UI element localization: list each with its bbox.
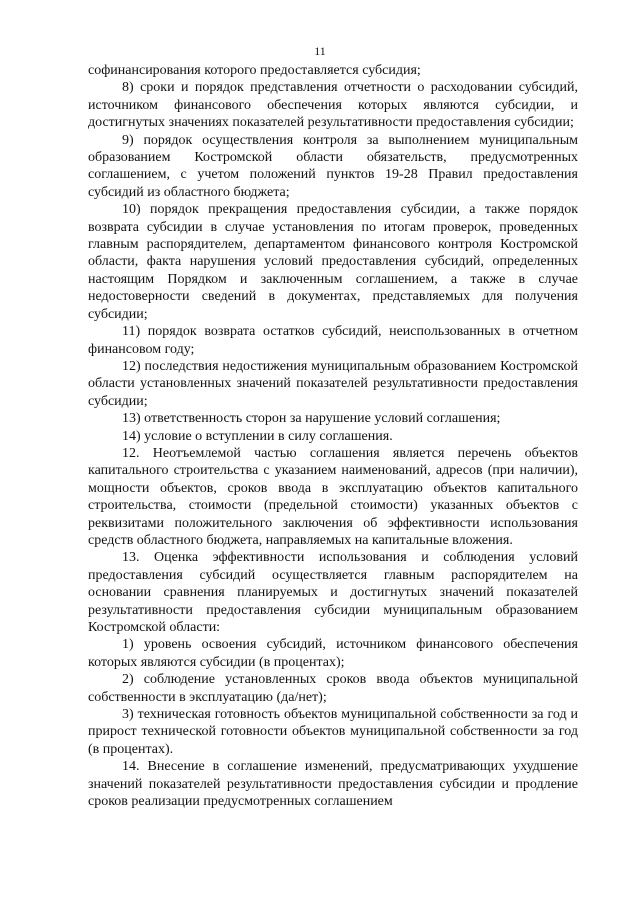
list-item: 11) порядок возврата остатков субсидий, неиспользованных в отчетном финансовом году; [88,324,578,357]
list-item: 10) порядок прекращения предоставления субсидии, а также порядок возврата субсидии в случае установления по итогам проверок, проведенных главным распорядителем, департаментом финансового контроля Костромской области, факта нарушения условий предоставления субсидий, определенных настоящим Порядком и заключенным соглашением, а также в случае недостоверности сведений в документах, представляемых для получения субсидии; [88,202,578,322]
list-item: 2) соблюдение установленных сроков ввода объектов муниципальной собственности в эксплуатацию (да/нет); [88,672,578,705]
paragraph: 12. Неотъемлемой частью соглашения является перечень объектов капитального строительства с указанием наименований, адресов (при наличии), мощности объектов, сроков ввода в эксплуатацию объектов капитального строительства, стоимости (предельной стоимости) указанных объектов с реквизитами положительного заключения об эффективности использования средств областного бюджета, направляемых на капитальные вложения. [88,445,578,548]
list-item: 1) уровень освоения субсидий, источником финансового обеспечения которых являются субсидии (в процентах); [88,637,578,670]
list-item: 3) техническая готовность объектов муниципальной собственности за год и прирост технической готовности объектов муниципальной собственности за год (в процентах). [88,707,578,757]
list-item: 12) последствия недостижения муниципальным образованием Костромской области установленных значений показателей результативности предоставления субсидии; [88,358,578,409]
paragraph: софинансирования которого предоставляется субсидия; [88,63,421,78]
list-item: 8) сроки и порядок представления отчетности о расходовании субсидий, источником финансового обеспечения которых являются субсидии, и достигнутых значениях показателей результативности предоставления субсидии; [88,80,578,131]
document-body [88,62,578,810]
page-number: 11 [314,44,326,58]
paragraph: 14. Внесение в соглашение изменений, предусматривающих ухудшение значений показателей результативности предоставления субсидии и продление сроков реализации предусмотренных соглашением [88,759,578,810]
list-item: 13) ответственность сторон за нарушение условий соглашения; [122,411,501,427]
list-item: 9) порядок осуществления контроля за выполнением муниципальным образованием Костромской области обязательств, предусмотренных соглашением, с учетом положений пунктов 19-28 Правил предоставления субсидий из областного бюджета; [88,132,578,200]
list-item: 14) условие о вступлении в силу соглашения. [122,428,393,444]
paragraph: 13. Оценка эффективности использования и соблюдения условий предоставления субсидий осуществляется главным распорядителем на основании сравнения планируемых и достигнутых значений показателей результативности предоставления субсидии муниципальным образованием Костромской области: [88,550,578,635]
